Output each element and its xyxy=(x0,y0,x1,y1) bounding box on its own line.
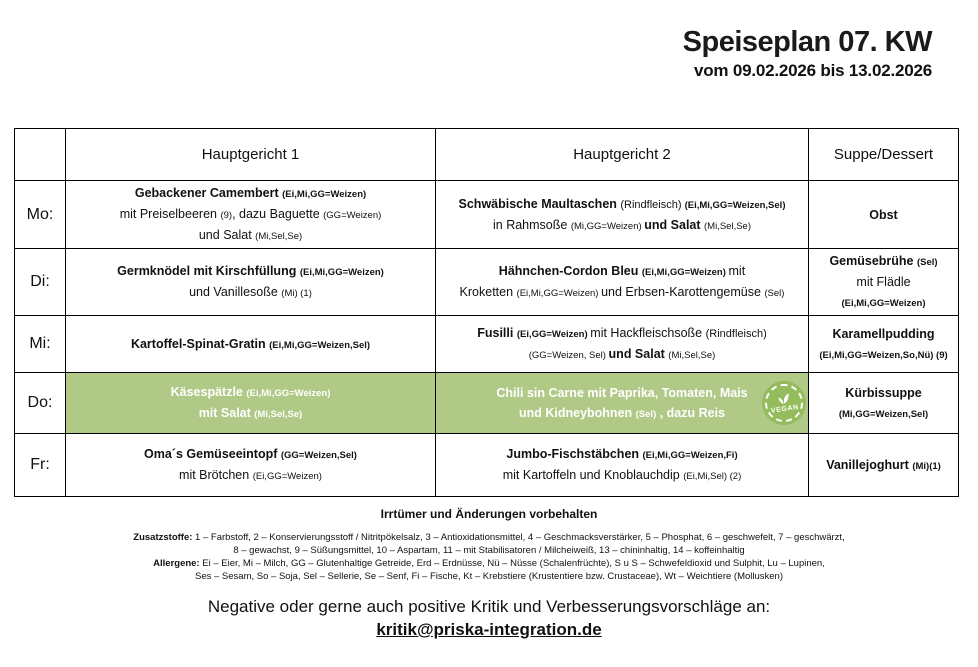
menu-text-segment: (9) xyxy=(220,210,233,221)
menu-text-segment: mit Flädle xyxy=(856,275,911,289)
menu-text-segment: in Rahmsoße xyxy=(493,217,571,232)
menu-text-segment: (Ei,Mi,GG=Weizen) xyxy=(841,298,926,309)
menu-text-segment: (Mi,Sel,Se) xyxy=(668,350,716,361)
menu-cell-content xyxy=(813,455,954,476)
menu-cell-content xyxy=(440,383,804,424)
menu-text-segment: Vanillejoghurt xyxy=(826,457,913,472)
menu-line xyxy=(813,272,954,292)
menu-text-segment: mit Brötchen xyxy=(179,468,253,482)
menu-text-segment: (Mi,GG=Weizen,Sel) xyxy=(838,408,929,420)
menu-row xyxy=(15,434,959,497)
menu-line xyxy=(813,292,954,313)
menu-cell-content xyxy=(440,261,804,303)
menu-cell-main1 xyxy=(66,434,436,497)
menu-line xyxy=(440,403,804,424)
menu-text-segment: (Mi,Sel,Se) xyxy=(255,231,303,242)
menu-line xyxy=(70,465,431,486)
allergene-line-1 xyxy=(0,557,978,570)
menu-row xyxy=(15,181,959,249)
menu-line xyxy=(440,282,804,303)
legend-block xyxy=(0,531,978,583)
menu-text-segment: mit xyxy=(728,264,746,278)
menu-cell-content xyxy=(813,383,954,424)
menu-text-segment: (Ei,Mi,GG=Weizen) xyxy=(516,288,602,299)
menu-line xyxy=(70,334,431,355)
menu-line xyxy=(813,403,954,424)
menu-text-segment: (Mi,Sel,Se) xyxy=(254,409,303,420)
menu-text-segment: und Salat xyxy=(198,228,256,242)
page-title: Speiseplan 07. KW xyxy=(682,26,932,58)
menu-cell-content xyxy=(813,205,954,225)
menu-text-segment: (Ei,Mi,GG=Weizen) xyxy=(246,388,331,399)
menu-text-segment: Kroketten xyxy=(459,285,517,299)
menu-text-segment: Jumbo-Fischstäbchen xyxy=(506,447,643,461)
day-label: Mi: xyxy=(15,316,66,373)
menu-text-segment: Germknödel mit Kirschfüllung xyxy=(117,264,300,278)
menu-text-segment: (Rindfleisch) xyxy=(705,328,767,340)
menu-line xyxy=(440,215,804,236)
menu-table xyxy=(14,128,959,497)
allergene-text-1: Ei – Eier, Mi – Milch, GG – Glutenhaltige Getreide, Erd – Erdnüsse, Nü – Nüsse (Schalenfrüchte), S u S – Schwefeldioxid und Sulphit, Lu – Lupinen, xyxy=(202,558,825,569)
menu-text-segment: (Sel) xyxy=(764,288,785,299)
menu-text-segment: (Ei,Mi,Sel) (2) xyxy=(683,471,742,482)
menu-text-segment: (Ei,Mi,GG=Weizen,Sel) xyxy=(269,339,371,351)
menu-text-segment: und Vanillesoße xyxy=(189,285,282,299)
menu-cell-main2 xyxy=(436,181,809,249)
zusatzstoffe-text-2: 8 – gewachst, 9 – Süßungsmittel, 10 – Aspartam, 11 – mit Stabilisatoren / Milcheiweiß, 13 – chininhaltig, 14 – koffeinhaltig xyxy=(233,545,745,556)
menu-text-segment: (Ei,Mi,GG=Weizen,Sel) xyxy=(684,199,786,211)
menu-line xyxy=(813,324,954,344)
menu-line xyxy=(70,225,431,246)
vegan-badge-label: VEGAN xyxy=(770,404,800,415)
menu-line xyxy=(440,465,804,486)
menu-line xyxy=(813,251,954,272)
menu-cell-content xyxy=(70,382,431,424)
menu-line xyxy=(70,282,431,303)
menu-cell-main2 xyxy=(436,249,809,316)
menu-text-segment: (Ei,Mi,GG=Weizen,Fi) xyxy=(642,450,738,461)
menu-text-segment: (Ei,GG=Weizen) xyxy=(516,329,591,340)
menu-text-segment: (Mi,GG=Weizen) xyxy=(570,220,645,232)
menu-line xyxy=(813,455,954,476)
menu-text-segment: Chili sin Carne xyxy=(496,385,588,400)
menu-line xyxy=(440,444,804,465)
menu-row xyxy=(15,249,959,316)
menu-cell-content xyxy=(440,194,804,236)
menu-text-segment: (Ei,Mi,GG=Weizen,So,Nü) (9) xyxy=(819,349,948,361)
day-label: Mo: xyxy=(15,181,66,249)
menu-text-segment: (Mi)(1) xyxy=(912,460,941,472)
menu-text-segment: mit Preiselbeeren xyxy=(119,207,221,221)
zusatzstoffe-line-2 xyxy=(0,544,978,557)
menu-cell-main1 xyxy=(66,249,436,316)
menu-line xyxy=(440,344,804,365)
leaf-icon xyxy=(776,392,791,406)
menu-cell-content xyxy=(440,323,804,365)
menu-cell-content xyxy=(70,183,431,246)
menu-cell-content xyxy=(70,334,431,355)
menu-cell-main1 xyxy=(66,373,436,434)
menu-cell-main2 xyxy=(436,373,809,434)
menu-cell-soup-dessert xyxy=(809,373,959,434)
menu-cell-main1 xyxy=(66,181,436,249)
menu-cell-soup-dessert xyxy=(809,434,959,497)
menu-text-segment: mit Paprika, Tomaten, Mais xyxy=(587,385,748,400)
menu-cell-main1 xyxy=(66,316,436,373)
menu-text-segment: Obst xyxy=(869,207,898,222)
allergene-line-2 xyxy=(0,570,978,583)
menu-text-segment: Karamellpudding xyxy=(832,326,935,341)
menu-line xyxy=(70,444,431,465)
menu-text-segment: Kartoffel-Spinat-Gratin xyxy=(130,336,270,351)
menu-text-segment: (Ei,GG=Weizen) xyxy=(252,471,322,482)
feedback-note: Negative oder gerne auch positive Kritik und Verbesserungsvorschläge an: xyxy=(207,597,771,616)
menu-text-segment: Kürbissuppe xyxy=(845,385,922,400)
menu-text-segment: Käsespätzle xyxy=(170,385,247,399)
menu-line xyxy=(440,261,804,282)
menu-text-segment: (Ei,Mi,GG=Weizen) xyxy=(641,267,729,278)
feedback-email-row xyxy=(0,620,978,640)
menu-text-segment: und Erbsen-Karottengemüse xyxy=(601,285,765,299)
feedback-email-link[interactable]: kritik@priska-integration.de xyxy=(376,620,602,639)
zusatzstoffe-label: Zusatzstoffe: xyxy=(133,532,193,543)
menu-text-segment: mit Salat xyxy=(198,406,255,420)
menu-header-row xyxy=(15,129,959,181)
menu-text-segment: und Kidneybohnen xyxy=(518,405,636,420)
menu-text-segment: (Mi) (1) xyxy=(281,288,312,299)
menu-text-segment: (GG=Weizen) xyxy=(323,210,382,221)
menu-row xyxy=(15,316,959,373)
day-label: Di: xyxy=(15,249,66,316)
menu-line xyxy=(813,205,954,225)
menu-text-segment: Schwäbische Maultaschen xyxy=(458,196,621,211)
menu-text-segment: (Sel) xyxy=(916,257,938,268)
menu-text-segment: Oma´s Gemüseeintopf xyxy=(144,447,281,461)
menu-line xyxy=(70,403,431,424)
menu-line xyxy=(70,261,431,282)
day-label: Fr: xyxy=(15,434,66,497)
menu-line xyxy=(813,344,954,365)
menu-line xyxy=(440,323,804,344)
allergene-text-2: Ses – Sesam, So – Soja, Sel – Sellerie, Se – Senf, Fi – Fische, Kt – Krebstiere (Krustentiere bzw. Crustaceae), Wt – Weichtiere (Mollusken) xyxy=(194,571,784,582)
column-header-suppe-dessert: Suppe/Dessert xyxy=(809,129,959,181)
menu-line xyxy=(70,183,431,204)
menu-text-segment: Gebackener Camembert xyxy=(134,186,283,200)
menu-row xyxy=(15,373,959,434)
title-block xyxy=(683,26,932,81)
menu-table-body xyxy=(15,181,959,497)
disclaimer-note: Irrtümer und Änderungen vorbehalten xyxy=(380,507,598,521)
menu-cell-soup-dessert xyxy=(809,181,959,249)
menu-line xyxy=(440,194,804,215)
column-header-hauptgericht2: Hauptgericht 2 xyxy=(436,129,809,181)
menu-text-segment: mit Kartoffeln und Knoblauchdip xyxy=(502,468,684,482)
menu-cell-soup-dessert xyxy=(809,316,959,373)
allergene-label: Allergene: xyxy=(153,558,200,569)
menu-text-segment: (Ei,Mi,GG=Weizen) xyxy=(299,267,384,278)
column-header-hauptgericht1: Hauptgericht 1 xyxy=(66,129,436,181)
menu-line xyxy=(813,383,954,403)
menu-cell-soup-dessert xyxy=(809,249,959,316)
menu-cell-content xyxy=(440,444,804,486)
menu-text-segment: (Mi,Sel,Se) xyxy=(704,220,751,232)
menu-text-segment: Hähnchen-Cordon Bleu xyxy=(498,264,642,278)
menu-text-segment: (Ei,Mi,GG=Weizen) xyxy=(282,189,367,200)
menu-text-segment: , dazu Reis xyxy=(656,405,726,420)
menu-cell-content xyxy=(70,261,431,303)
menu-cell-content xyxy=(813,251,954,313)
menu-line xyxy=(70,204,431,225)
menu-text-segment: und Salat xyxy=(608,347,669,361)
menu-text-segment: (Sel) xyxy=(635,408,657,420)
menu-cell-main2 xyxy=(436,316,809,373)
menu-text-segment: mit Hackfleischsoße xyxy=(590,326,706,340)
zusatzstoffe-text-1: 1 – Farbstoff, 2 – Konservierungsstoff / Nitritpökelsalz, 3 – Antioxidationsmittel, 4 – Geschmacksverstärker, 5 – Phosphat, 6 – geschwefelt, 7 – geschwärzt, xyxy=(195,532,845,543)
menu-text-segment: (Rindfleisch) xyxy=(620,198,685,211)
day-column-header xyxy=(15,129,66,181)
menu-cell-content xyxy=(813,324,954,365)
zusatzstoffe-line-1 xyxy=(0,531,978,544)
menu-text-segment: und Salat xyxy=(644,217,705,232)
menu-text-segment: Gemüsebrühe xyxy=(829,254,917,268)
date-range: vom 09.02.2026 bis 13.02.2026 xyxy=(693,61,932,80)
menu-line xyxy=(70,382,431,403)
menu-text-segment: (GG=Weizen, Sel) xyxy=(528,350,609,361)
menu-text-segment: (GG=Weizen,Sel) xyxy=(280,450,357,461)
menu-line xyxy=(440,383,804,403)
menu-text-segment: , dazu Baguette xyxy=(232,207,324,221)
menu-cell-main2 xyxy=(436,434,809,497)
menu-cell-content xyxy=(70,444,431,486)
menu-text-segment: Fusilli xyxy=(477,326,517,340)
day-label: Do: xyxy=(15,373,66,434)
